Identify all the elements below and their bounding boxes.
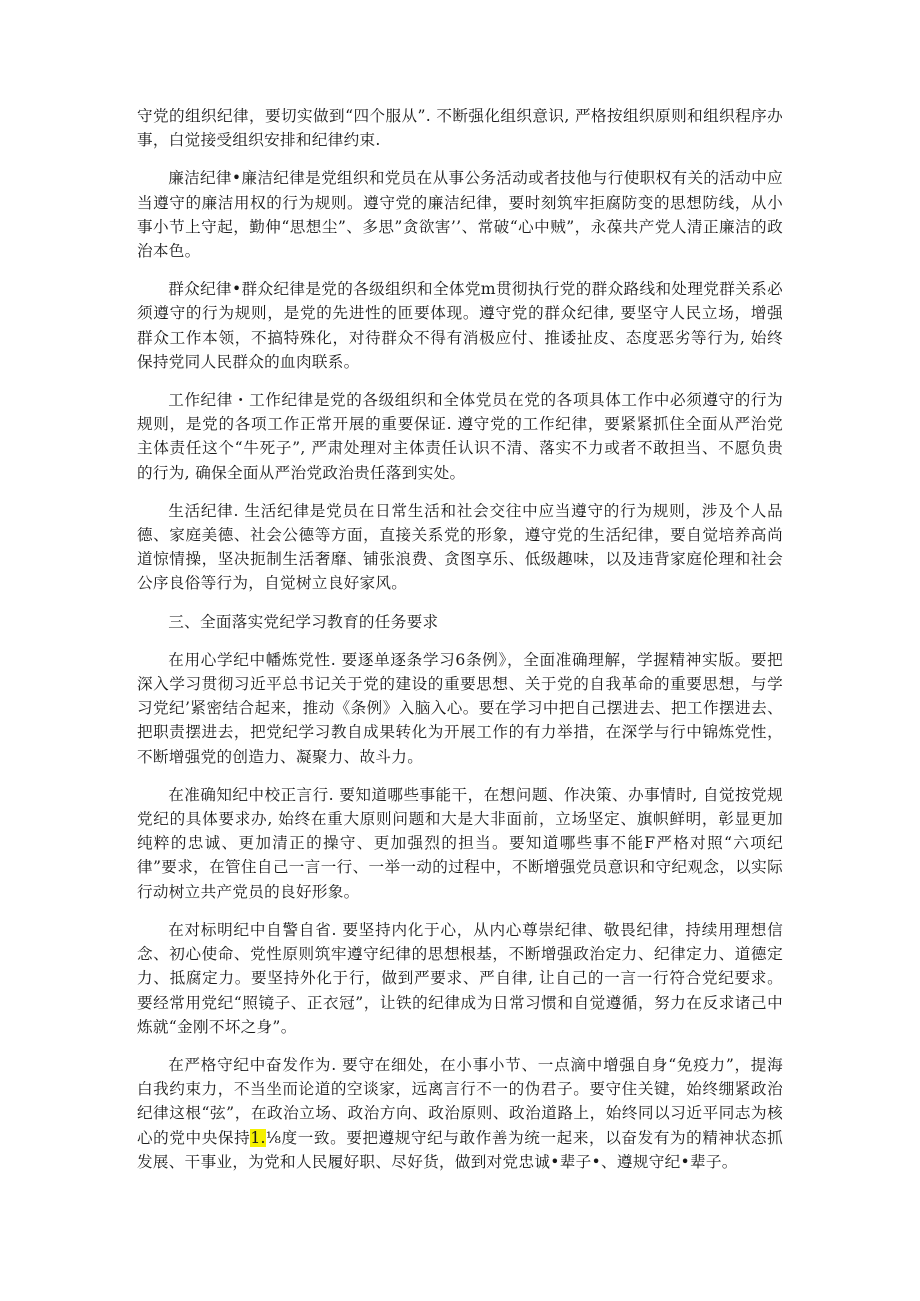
paragraph-study-discipline: 在用心学纪中幡炼党性. 要逐单逐条学习6条例》，全面准确理解，学握精神实版。要把深入学习贯彻习近平总书记关于党的建设的重要思想、关于党的自我革命的重要思想，与学习党纪’紧密结合起来，推动《条例》入脑入心。要在学习中把自己摆进去、把工作摆进去、把职责摆进去，把党纪学习教自成果转化为开展工作的有力举措，在深学与行中锦炼党性，不断增强党的创造力、凝聚力、故斗力。 [137,650,783,766]
section-heading: 三、全面落实党纪学习教育的任务要求 [168,612,439,631]
paragraph-text-before: 在严格守纪中奋发作为. 要守在细处，在小事小节、一点滴中增强自身“免疫力”，提海白我约束力，不当坐而论道的空谈家，远离言行不一的伪君子。要守住关键，始终绷紧政治纪律这根“弦”，在政治立场、政治方向、政治原则、政治道路上，始终同以习近平同志为核心的党中央保持 [137,1055,783,1147]
paragraph-mass-discipline: 群众纪律•群众纪律是党的各级组织和全体党m贯彻执行党的群众路线和处理党群关系必须遵守的行为规则，是党的先进性的匝要体现。遵守党的群众纪律, 要坚守人民立场，增强群众工作本领，不搞特殊化，对待群众不得有消极应付、推诿扯皮、态度恶劣等行为, 始终保持党同人民群众的血肉联系。 [137,280,783,371]
paragraph-benchmark-discipline: 在对标明纪中自警自省. 要坚持内化于心，从内心尊崇纪律、敬畏纪律，持续用理想信念、初心使命、党性原则筑牢遵守纪律的思想根基，不断增强政治定力、纪律定力、道德定力、抵腐定力。要坚持外化于行，做到严要求、严自律, 让自己的一言一行符合党纪要求。要经常用党纪“照镜子、正衣冠”，让铁的纪律成为日常习惯和自觉遵循，努力在反求诸己中炼就“金刚不坏之身”。 [137,920,783,1036]
paragraph-organization-discipline: 守党的组织纪律，要切实做到“四个服从”. 不断强化组织意识, 严格按组织原则和组织程序办事，白觉接受组织安排和纪律约束. [137,107,783,150]
paragraph-text-after: ⅛度一致。要把遵规守纪与敢作善为统一起来，以奋发有为的精神状态抓发展、干事业，为党和人民履好职、尽好货，做到对党忠诚•辈子•、遵规守纪•辈子。 [137,1128,783,1171]
paragraph-work-discipline: 工作纪律・工作纪律是党的各级组织和全体党员在党的各项具体工作中必须遵守的行为规则，是党的各项工作正常开展的重要保证. 遵守党的工作纪律，要紧紧抓住全面从严治党主体责任这个“牛死子”, 严肃处理对主体责任认识不清、落实不力或者不敢担当、不愿负贵的行为, 确保全面从严治党政治贵任落到实处。 [137,391,783,482]
paragraph-life-discipline: 生活纪律. 生活纪律是党员在日常生活和社会交往中应当遵守的行为规则，涉及个人品德、家庭美德、社会公德等方面，直接关系党的形象，遵守党的生活纪律，要自觉培养高尚道惊情操，坚决扼制生活奢靡、铺张浪费、贪图享乐、低级趣味，以及违背家庭伦理和社会公序良俗等行为，自觉树立良好家风。 [137,501,783,593]
highlighted-text: 1. [250,1128,266,1147]
paragraph-strict-discipline [137,1053,783,1174]
paragraph-know-discipline: 在准确知纪中校正言行. 要知道哪些事能干，在想问题、作决策、办事情时, 自觉按党规党纪的具体要求办, 始终在重大原则问题和大是大非面前，立场坚定、旗帜鲜明，彰显更加纯粹的忠诚、更加清正的操守、更加强烈的担当。要知道哪些事不能F严格对照“六项纪律”要求，在管住自己一言一行、一举一动的过程中，不断增强党员意识和守纪观念，以实际行动树立共产党员的良好形象。 [137,785,783,901]
paragraph-integrity-discipline: 廉洁纪律•廉洁纪律是党组织和党员在从事公务活动或者技他与行使职权有关的活动中应当遵守的廉洁用权的行为规则。遵守党的廉洁纪律，要时刻筑牢拒腐防变的思想防线，从小事小节上守起，勤伸“思想尘”、多思”贪欲害’’、常破“心中贼”，永葆共产党人清正廉洁的政治本色。 [137,169,783,261]
document-page [137,104,783,1188]
